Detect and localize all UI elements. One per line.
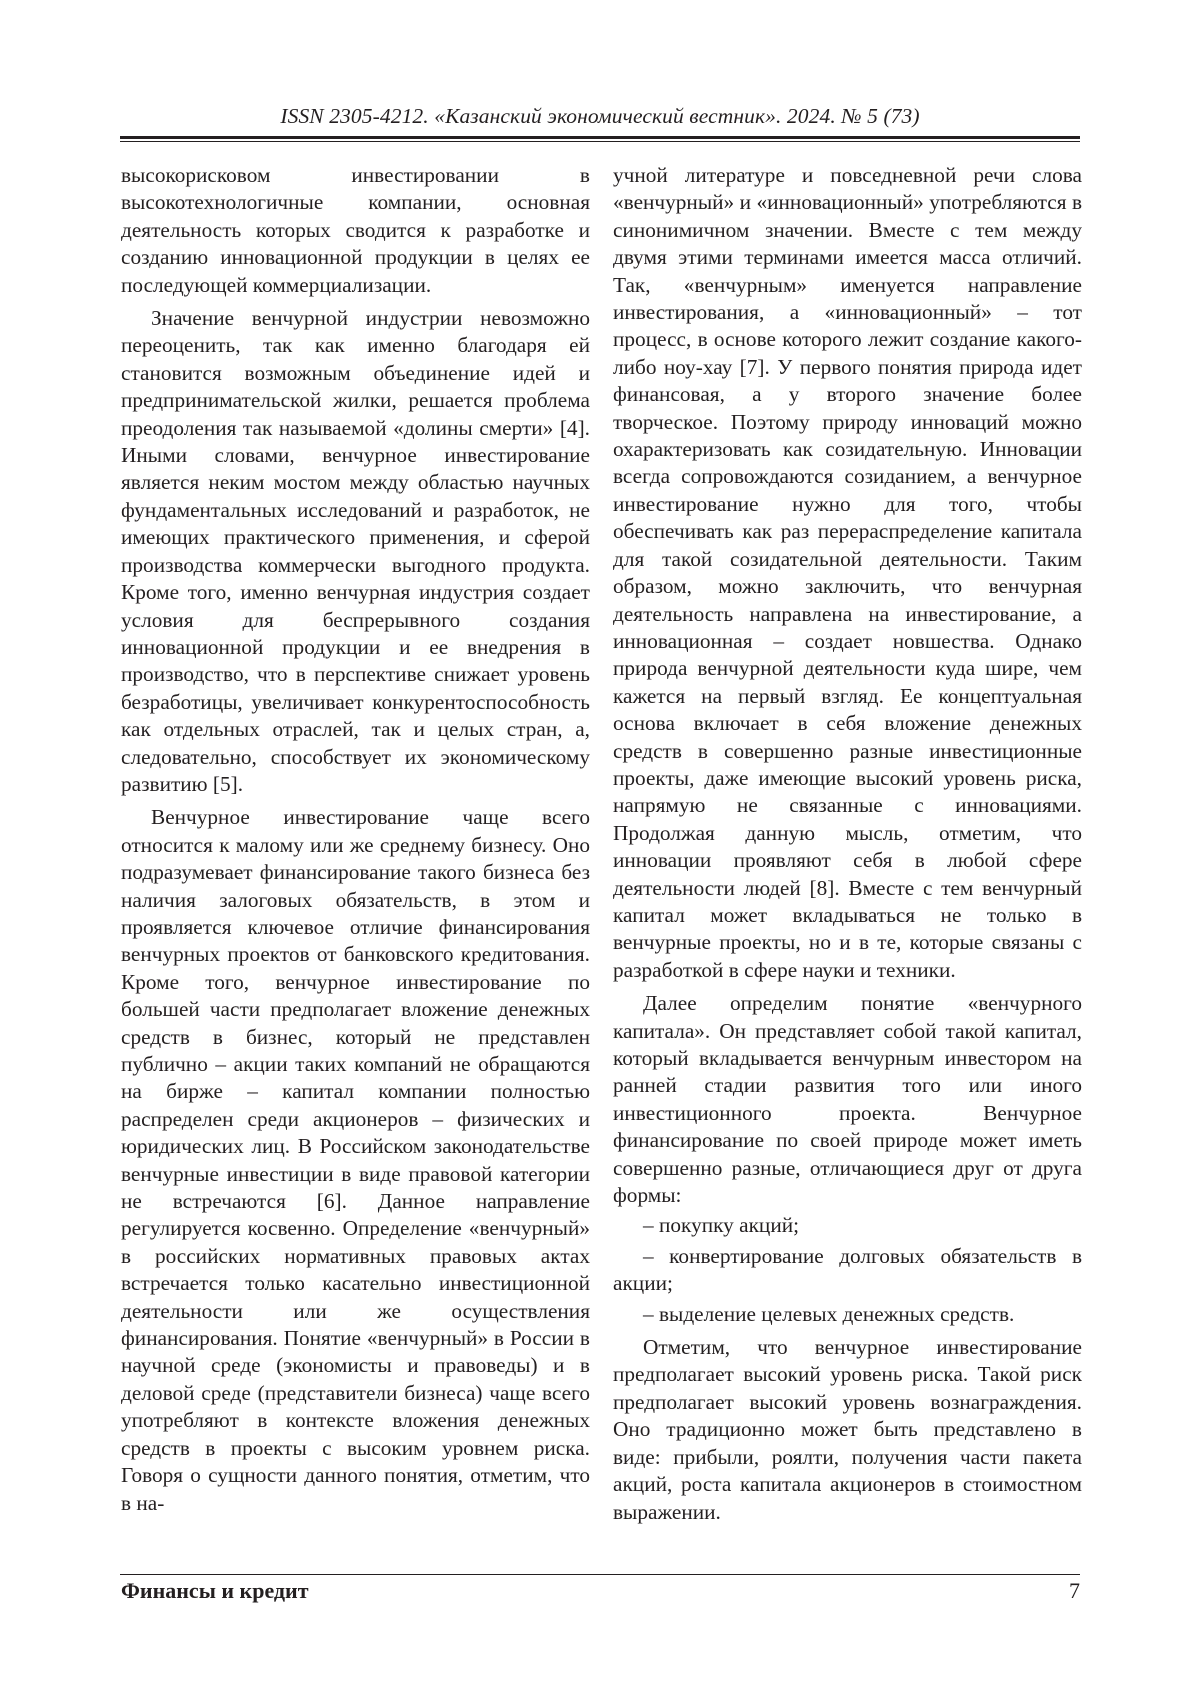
list-item: – выделение целевых денежных средств.	[643, 1301, 1015, 1326]
header-rule-thin	[120, 141, 1080, 142]
paragraph: Венчурное инвестирование чаще всего относится к малому или же среднему бизнесу. Оно подразумевает финансирование такого бизнеса без наличия залоговых обязательств, в этом и проявляется ключевое отличие финансирования венчурных проектов от банковского кредитования. Кроме того, венчурное инвестирование по большей части предполагает вложение денежных средств в бизнес, который не представлен публично – акции таких компаний не обращаются на бирже – капитал компании полностью распределен среди акционеров – физических и юридических лиц. В Российском законодательстве венчурные инвестиции в виде правовой категории не встречаются [6]. Данное направление регулируется косвенно. Определение «венчурный» в российских нормативных правовых актах встречается только касательно инвестиционной деятельности или же осуществления финансирования. Понятие «венчурный» в России в научной среде (экономисты и правоведы) и в деловой среде (представители бизнеса) чаще всего употребляют в контексте вложения денежных средств в проекты с высоким уровнем риска. Говоря о сущности данного понятия, отметим, что в на-	[121, 805, 590, 1515]
right-column	[613, 162, 1082, 1526]
header-rule-thick	[120, 136, 1080, 139]
paragraph: Далее определим понятие «венчурного капитала». Он представляет собой такой капитал, который вкладывается венчурным инвестором на ранней стадии развития того или иного инвестиционного проекта. Венчурное финансирование по своей природе может иметь совершенно разные, отличающиеся друг от друга формы:	[613, 991, 1082, 1208]
paragraph: высокорисковом инвестировании в высокотехнологичные компании, основная деятельность которых сводится к разработке и созданию инновационной продукции в целях ее последующей коммерциализации.	[121, 163, 590, 297]
left-column	[121, 162, 590, 1517]
paragraph: Отметим, что венчурное инвестирование предполагает высокий уровень риска. Такой риск предполагает высокий уровень вознаграждения. Оно традиционно может быть представлено в виде: прибыли, роялти, получения части пакета акций, роста капитала акционеров в стоимостном выражении.	[613, 1335, 1082, 1524]
footer-rule	[120, 1574, 1080, 1575]
list-item: – конвертирование долговых обязательств в акции;	[613, 1243, 1082, 1296]
paragraph: Значение венчурной индустрии невозможно переоценить, так как именно благодаря ей становится возможным объединение идей и предпринимательской жилки, решается проблема преодоления так называемой «долины смерти» [4]. Иными словами, венчурное инвестирование является неким мостом между областью научных фундаментальных исследований и разработок, не имеющих практического применения, и сферой производства коммерчески выгодного продукта. Кроме того, именно венчурная индустрия создает условия для беспрерывного создания инновационной продукции и ее внедрения в производство, что в перспективе снижает уровень безработицы, увеличивает конкурентоспособность как отдельных отраслей, так и целых стран, а, следовательно, способствует их экономическому развитию [5].	[121, 306, 590, 796]
list-item: – покупку акций;	[643, 1213, 800, 1238]
footer-section-title: Финансы и кредит	[121, 1578, 309, 1603]
page-number: 7	[1069, 1578, 1080, 1603]
paragraph: учной литературе и повседневной речи слова «венчурный» и «инновационный» употребляются в синонимичном значении. Вместе с тем между двумя этими терминами имеется масса отличий. Так, «венчурным» именуется направление инвестирования, а «инновационный» – тот процесс, в основе которого лежит создание какого-либо ноу-хау [7]. У первого понятия природа идет финансовая, а у второго значение более творческое. Поэтому природу инноваций можно охарактеризовать как созидательную. Инновации всегда сопровождаются созиданием, а венчурное инвестирование нужно для того, чтобы обеспечивать как раз перераспределение капитала для такой созидательной деятельности. Таким образом, можно заключить, что венчурная деятельность направлена на инвестирование, а инновационная – создает новшества. Однако природа венчурной деятельности куда шире, чем кажется на первый взгляд. Ее концептуальная основа включает в себя вложение денежных средств в совершенно разные инвестиционные проекты, даже имеющие высокий уровень риска, напрямую не связанные с инновациями. Продолжая данную мысль, отметим, что инновации проявляют себя в любой сфере деятельности людей [8]. Вместе с тем венчурный капитал может вкладываться не только в венчурные проекты, но и в те, которые связаны с разработкой в сфере науки и техники.	[613, 163, 1082, 982]
running-header: ISSN 2305-4212. «Казанский экономический вестник». 2024. № 5 (73)	[280, 104, 920, 128]
